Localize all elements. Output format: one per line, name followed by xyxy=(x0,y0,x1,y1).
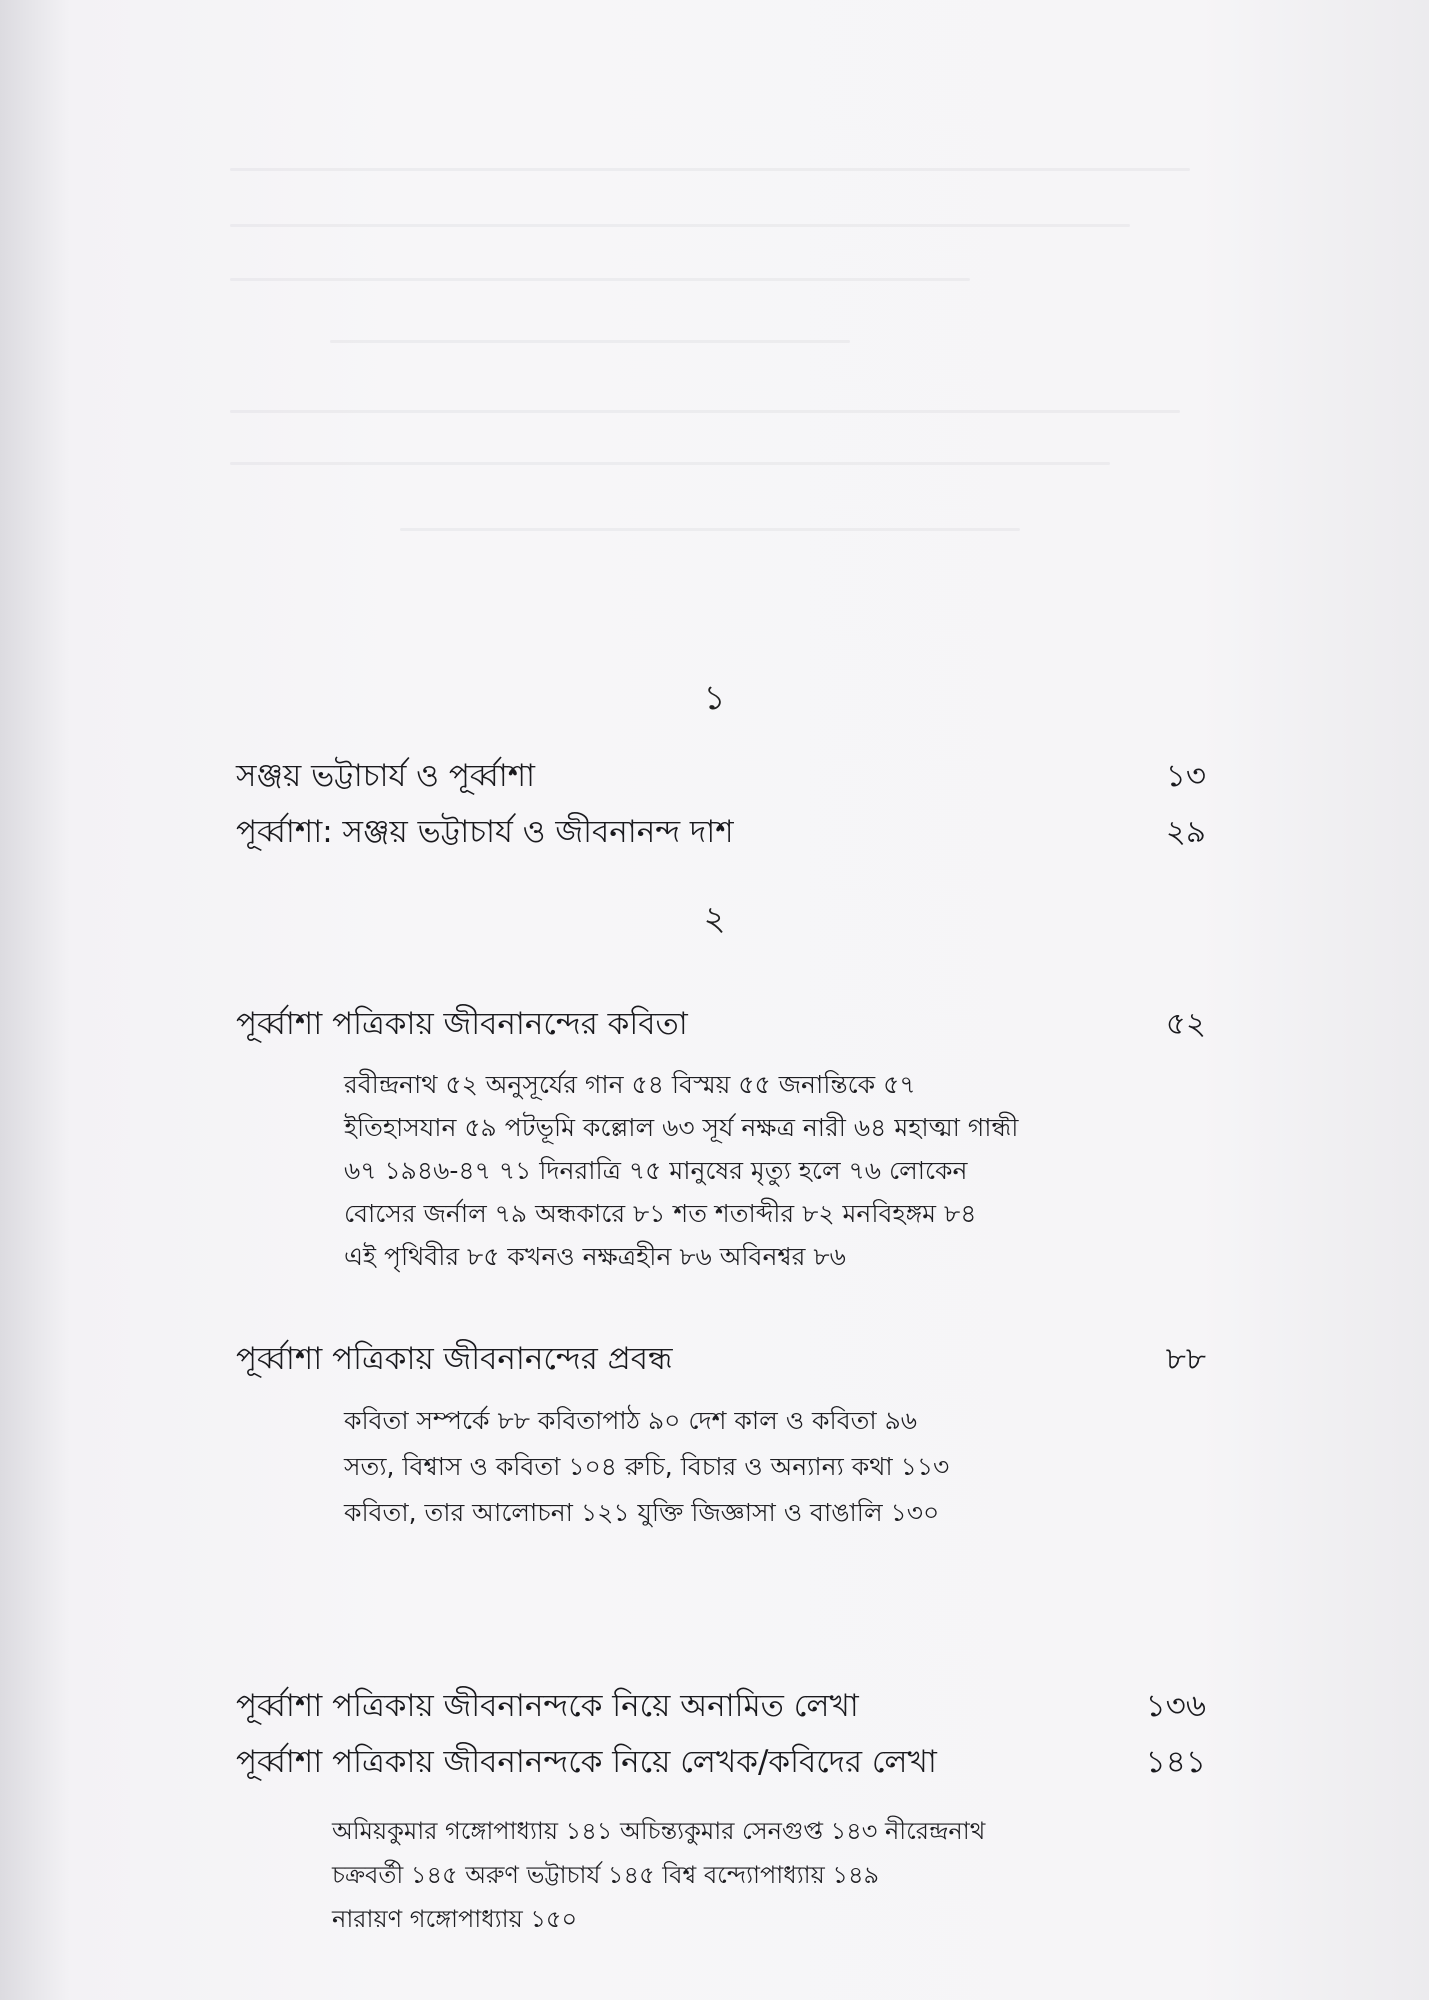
toc-entry-page: ১৩ xyxy=(1165,758,1206,794)
toc-subentry-line: এই পৃথিবীর ৮৫ কখনও নক্ষত্রহীন ৮৬ অবিনশ্বর ৮৬ xyxy=(344,1242,846,1271)
toc-entry xyxy=(236,752,1206,804)
toc-subentry-line: বোসের জর্নাল ৭৯ অন্ধকারে ৮১ শত শতাব্দীর ৮২ মনবিহঙ্গম ৮৪ xyxy=(344,1199,977,1228)
show-through-line xyxy=(330,340,850,343)
toc-entry-title: পূর্ব্বাশা পত্রিকায় জীবনানন্দকে নিয়ে অনামিত লেখা xyxy=(236,1688,859,1724)
toc-entry-page: ২৯ xyxy=(1165,814,1206,850)
toc-entry-title: পূর্ব্বাশা পত্রিকায় জীবনানন্দের প্রবন্ধ xyxy=(236,1341,673,1377)
toc-entry-title: সঞ্জয় ভট্টাচার্য ও পূর্ব্বাশা xyxy=(236,758,536,794)
toc-entry xyxy=(236,808,1206,860)
section-number: ২ xyxy=(703,899,726,939)
toc-subentry-line: চক্রবর্তী ১৪৫ অরুণ ভট্টাচার্য ১৪৫ বিশ্ব বন্দ্যোপাধ্যায় ১৪৯ xyxy=(332,1861,880,1889)
toc-subentry-line: রবীন্দ্রনাথ ৫২ অনুসূর্যের গান ৫৪ বিস্ময় ৫৫ জনান্তিকে ৫৭ xyxy=(344,1070,916,1099)
toc-subentries xyxy=(344,1398,949,1536)
toc-entry-title: পূর্ব্বাশা পত্রিকায় জীবনানন্দের কবিতা xyxy=(236,1006,688,1042)
toc-subentry-line: সত্য, বিশ্বাস ও কবিতা ১০৪ রুচি, বিচার ও অন্যান্য কথা ১১৩ xyxy=(344,1452,950,1481)
toc-entry-page: ৫২ xyxy=(1165,1006,1206,1042)
show-through-line xyxy=(230,168,1190,171)
toc-entry xyxy=(236,1682,1206,1734)
toc-subentries xyxy=(332,1809,985,1941)
toc-subentry-line: ৬৭ ১৯৪৬-৪৭ ৭১ দিনরাত্রি ৭৫ মানুষের মৃত্যু হলে ৭৬ লোকেন xyxy=(344,1156,968,1185)
toc-subentry-line: নারায়ণ গঙ্গোপাধ্যায় ১৫০ xyxy=(332,1905,578,1933)
show-through-line xyxy=(230,278,970,281)
toc-entry-page: ১৪১ xyxy=(1145,1744,1206,1780)
toc-entry-title: পূর্ব্বাশা: সঞ্জয় ভট্টাচার্য ও জীবনানন্দ দাশ xyxy=(236,814,734,850)
toc-subentry-line: কবিতা সম্পর্কে ৮৮ কবিতাপাঠ ৯০ দেশ কাল ও কবিতা ৯৬ xyxy=(344,1406,918,1435)
toc-entry xyxy=(236,1000,1206,1052)
toc-subentries xyxy=(344,1063,1018,1278)
show-through-line xyxy=(230,462,1110,465)
toc-entry-page: ৮৮ xyxy=(1165,1341,1206,1377)
show-through-line xyxy=(230,410,1180,413)
show-through-line xyxy=(230,224,1130,227)
toc-entry-title: পূর্ব্বাশা পত্রিকায় জীবনানন্দকে নিয়ে লেখক/কবিদের লেখা xyxy=(236,1744,937,1780)
toc-entry-page: ১৩৬ xyxy=(1145,1688,1206,1724)
section-number: ১ xyxy=(703,678,726,718)
toc-subentry-line: ইতিহাসযান ৫৯ পটভূমি কল্লোল ৬৩ সূর্য নক্ষত্র নারী ৬৪ মহাত্মা গান্ধী xyxy=(344,1113,1019,1142)
toc-subentry-line: অমিয়কুমার গঙ্গোপাধ্যায় ১৪১ অচিন্ত্যকুমার সেনগুপ্ত ১৪৩ নীরেন্দ্রনাথ xyxy=(332,1817,986,1845)
show-through-line xyxy=(400,528,1020,531)
toc-entry xyxy=(236,1335,1206,1387)
toc-subentry-line: কবিতা, তার আলোচনা ১২১ যুক্তি জিজ্ঞাসা ও বাঙালি ১৩০ xyxy=(344,1498,940,1527)
toc-entry xyxy=(236,1738,1206,1790)
